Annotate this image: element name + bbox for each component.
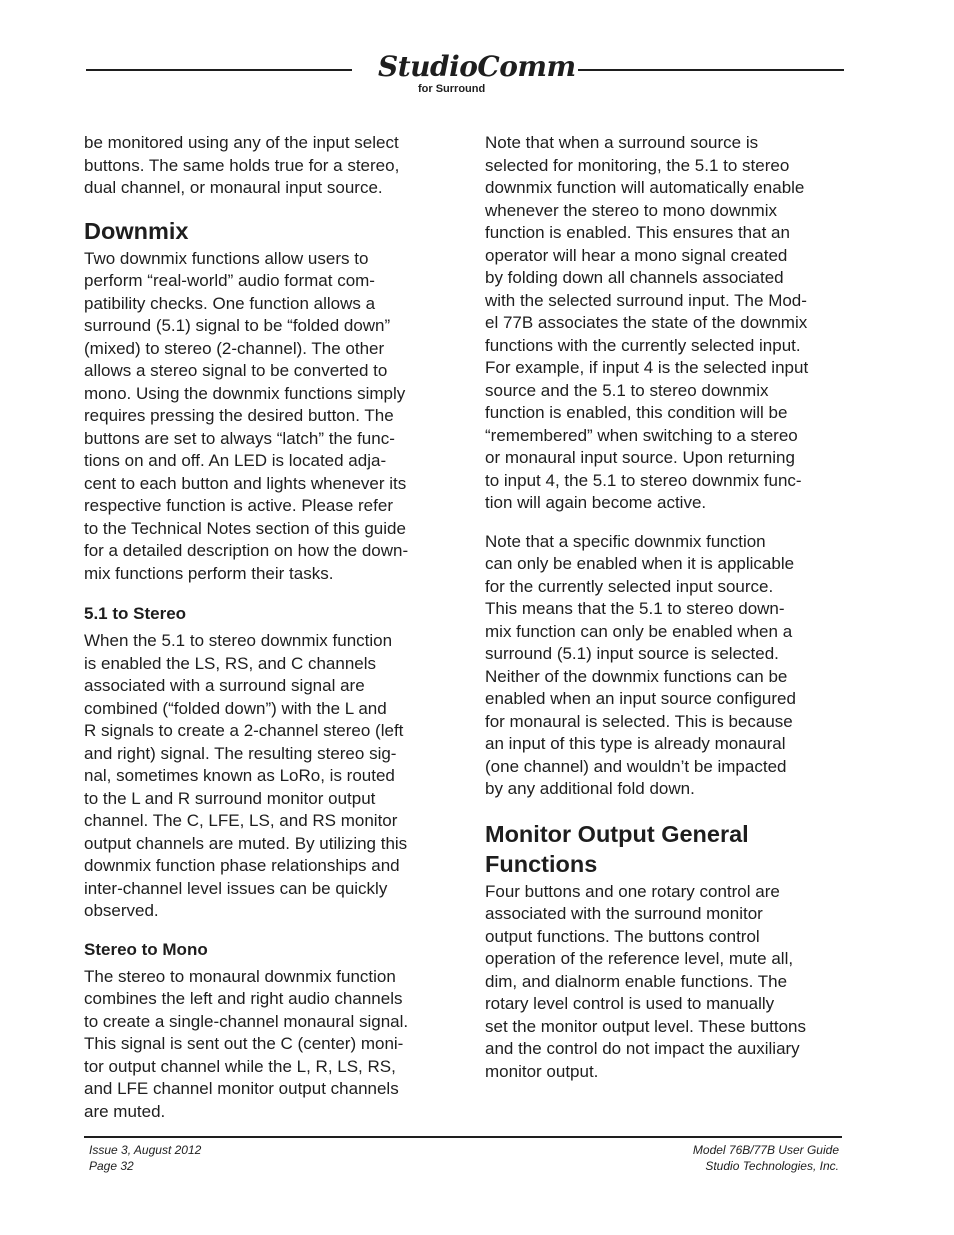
company-name: Studio Technologies, Inc. — [705, 1158, 839, 1173]
studiocomm-logo — [378, 50, 576, 95]
mono-subheading: Stereo to Mono — [84, 939, 208, 959]
intro-paragraph: be monitored using any of the input select buttons. The same holds true for a stereo, dual channel, or monaural input source. — [84, 133, 400, 197]
footer-rule — [84, 1136, 842, 1138]
logo-subtitle: for Surround — [418, 83, 486, 95]
logo-wordmark: StudioComm — [378, 50, 576, 83]
header-rule-right — [578, 69, 844, 71]
footer-left — [89, 1143, 201, 1174]
downmix-note-paragraph: Note that a specific downmix function can only be enabled when it is applicable for the currently selected input source. This means that the 5.1 to stereo down- mix function can only be enabled when a surround (5.1) input source is selected. Neither of the downmix functions can be enabled when an input source configured for monaural is selected. This is because an input of this type is already monaural (one channel) and wouldn’t be impacted by any additional fold down. — [485, 531, 796, 798]
downmix-paragraph: Two downmix functions allow users to perform “real-world” audio format com- patibility checks. One function allows a surround (5.1) signal to be “folded down” (mixed) to stereo (2-channel). The other allows a stereo signal to be converted to mono. Using the downmix functions simply requires pressing the desired button. The buttons are set to always “latch” the func- tions on and off. An LED is located adja- cent to each button and lights whenever its respective function is active. Please refer to the Technical Notes section of this guide for a detailed description on how the down- mix functions perform their tasks. — [84, 248, 409, 583]
mono-paragraph: The stereo to monaural downmix function combines the left and right audio channels to create a single-channel monaural signal. This signal is sent out the C (center) moni- tor output channel while the L, R, LS, RS, and LFE channel monitor output channels are muted. — [84, 966, 409, 1121]
right-column — [485, 132, 845, 1097]
surround-note-paragraph: Note that when a surround source is selected for monitoring, the 5.1 to stereo downmix function will automatically enable whenever the stereo to mono downmix function is enabled. This ensures that an operator will hear a mono signal created by folding down all channels associated with the selected surround input. The Mod- el 77B associates the state of the downmix functions with the currently selected input. For example, if input 4 is the selected input source and the 5.1 to stereo downmix function is enabled, this condition will be “remembered” when switching to a stereo or monaural input source. Upon returning to input 4, the 5.1 to stereo downmix func- tion will again become active. — [485, 133, 809, 512]
monitor-output-heading: Monitor Output General Functions — [485, 820, 749, 877]
header-rule-left — [86, 69, 352, 71]
left-column — [84, 132, 444, 1137]
monitor-output-paragraph: Four buttons and one rotary control are associated with the surround monitor output functions. The buttons control operation of the reference level, mute all, dim, and dialnorm enable functions. The rotary level control is used to manually set the monitor output level. These buttons and the control do not impact the auxiliary monitor output. — [485, 881, 806, 1081]
page-number: Page 32 — [89, 1158, 134, 1173]
issue-date: Issue 3, August 2012 — [89, 1143, 202, 1157]
downmix-heading: Downmix — [84, 217, 189, 244]
footer-right — [693, 1143, 839, 1174]
stereo-paragraph: When the 5.1 to stereo downmix function is enabled the LS, RS, and C channels associated with a surround signal are combined (“folded down”) with the L and R signals to create a 2-channel stereo (left and right) signal. The resulting stereo sig- nal, sometimes known as LoRo, is routed to the L and R surround monitor output channel. The C, LFE, LS, and RS monitor output channels are muted. By utilizing this downmix function phase relationships and inter-channel level issues can be quickly observed. — [84, 631, 408, 920]
stereo-subheading: 5.1 to Stereo — [84, 604, 187, 623]
guide-title: Model 76B/77B User Guide — [692, 1143, 839, 1157]
